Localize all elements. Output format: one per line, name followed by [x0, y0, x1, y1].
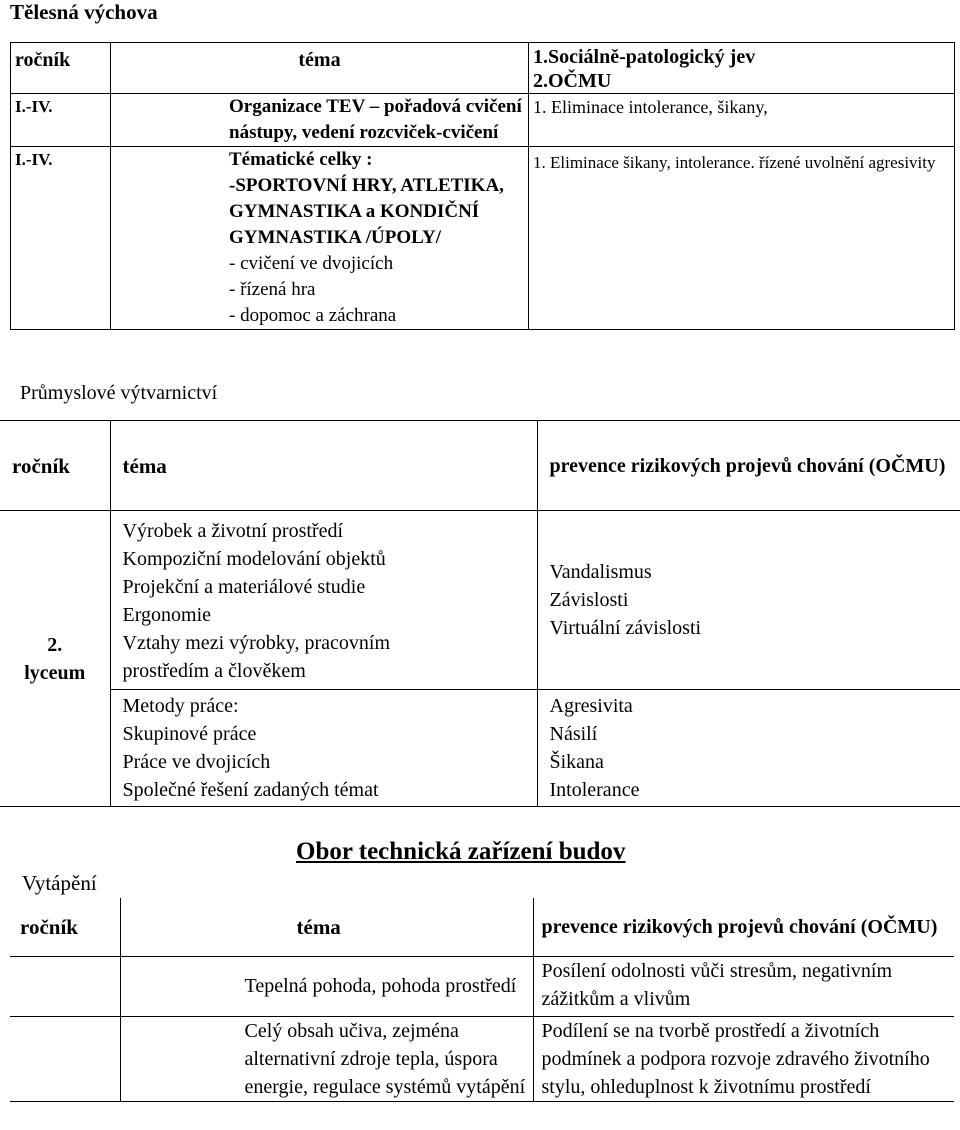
- table-row: [11, 147, 955, 330]
- pv-tema-b-4: Společné řešení zadaných témat: [122, 779, 379, 801]
- header-rocnik: ročník: [11, 43, 111, 94]
- tzb-header-rocnik: ročník: [10, 898, 120, 956]
- table-row: [11, 43, 955, 94]
- table-row: [0, 511, 960, 690]
- row2-tema-3: GYMNASTIKA a KONDIČNÍ: [229, 201, 480, 222]
- tzb-row2-rocnik: [10, 1016, 120, 1101]
- table-row: [0, 421, 960, 511]
- pv-tema-b-1: Metody práce:: [122, 695, 239, 717]
- pv-tema-a-2: Kompoziční modelování objektů: [122, 548, 386, 570]
- tzb-row1-tema: Tepelná pohoda, pohoda prostředí: [120, 956, 533, 1016]
- pv-tema-a-1: Výrobek a životní prostředí: [122, 520, 343, 542]
- table-row: [10, 898, 954, 956]
- pv-header-prevence: prevence rizikových projevů chování (OČMU): [537, 421, 960, 511]
- pv-tema-b-2: Skupinové práce: [122, 723, 257, 745]
- row2-tema-6: - řízená hra: [229, 279, 316, 300]
- tv-table: [10, 42, 955, 330]
- pv-prev-b-1: Agresivita: [549, 695, 633, 717]
- header-tema: téma: [111, 43, 529, 94]
- tzb-row2-tema: Celý obsah učiva, zejména alternativní zdroje tepla, úspora energie, regulace systémů vytápění: [120, 1016, 533, 1101]
- pv-tema-a-4: Ergonomie: [122, 604, 212, 626]
- pv-prev-b-4: Intolerance: [549, 779, 640, 801]
- tzb-row2-prevence: Podílení se na tvorbě prostředí a životních podmínek a podpora rozvoje zdravého životního stylu, ohleduplnost k životnímu prostředí: [533, 1016, 954, 1101]
- pv-rocnik-1: 2.: [47, 633, 63, 656]
- header-jev-2: 2.OČMU: [533, 70, 612, 92]
- row1-tema-1: Organizace TEV – pořadová cvičení: [229, 96, 522, 117]
- tzb-table: [10, 898, 954, 1102]
- page-title: Tělesná výchova: [10, 0, 158, 24]
- pv-tema-a-3: Projekční a materiálové studie: [122, 576, 366, 598]
- table-row: [10, 1016, 954, 1101]
- tzb-row1-prevence: Posílení odolnosti vůči stresům, negativním zážitkům a vlivům: [533, 956, 954, 1016]
- pv-prev-b-3: Šikana: [549, 751, 604, 773]
- pv-rocnik-2: lyceum: [24, 661, 86, 684]
- pv-prev-a-1: Vandalismus: [549, 561, 652, 583]
- tzb-header-prevence: prevence rizikových projevů chování (OČMU): [533, 898, 954, 956]
- pv-tema-a-5: Vztahy mezi výrobky, pracovním: [122, 632, 391, 654]
- table-row: [10, 956, 954, 1016]
- row2-tema-1: Tématické celky :: [229, 149, 373, 170]
- header-jev-1: 1.Sociálně-patologický jev: [533, 46, 756, 68]
- row2-jev: 1. Eliminace šikany, intolerance. řízené uvolnění agresivity: [529, 147, 955, 330]
- pv-header-tema: téma: [110, 421, 537, 511]
- pv-prev-a-3: Virtuální závislosti: [549, 617, 702, 639]
- row1-tema-2: nástupy, vedení rozcviček-cvičení: [229, 122, 499, 143]
- row2-tema-5: - cvičení ve dvojicích: [229, 253, 394, 274]
- pv-tema-a-6: prostředím a člověkem: [122, 660, 306, 682]
- table-row: [0, 690, 960, 807]
- pv-prev-a-2: Závislosti: [549, 589, 629, 611]
- tzb-header-tema: téma: [120, 898, 533, 956]
- tzb-subject: Vytápění: [22, 871, 97, 895]
- row2-tema-4: GYMNASTIKA /ÚPOLY/: [229, 227, 442, 248]
- tzb-heading: Obor technická zařízení budov: [296, 838, 626, 865]
- pv-tema-b-3: Práce ve dvojicích: [122, 751, 271, 773]
- table-row: [11, 94, 955, 147]
- pv-header-rocnik: ročník: [0, 421, 110, 511]
- tzb-row1-rocnik: [10, 956, 120, 1016]
- pv-table: [0, 420, 960, 807]
- row1-rocnik: I.-IV.: [11, 94, 111, 147]
- row2-tema-2: -SPORTOVNÍ HRY, ATLETIKA,: [229, 175, 504, 196]
- pv-title: Průmyslové výtvarnictví: [20, 382, 218, 404]
- pv-prev-b-2: Násilí: [549, 723, 598, 745]
- row2-tema-7: - dopomoc a záchrana: [229, 305, 397, 326]
- row2-rocnik: I.-IV.: [11, 147, 111, 330]
- row1-jev: 1. Eliminace intolerance, šikany,: [529, 94, 955, 147]
